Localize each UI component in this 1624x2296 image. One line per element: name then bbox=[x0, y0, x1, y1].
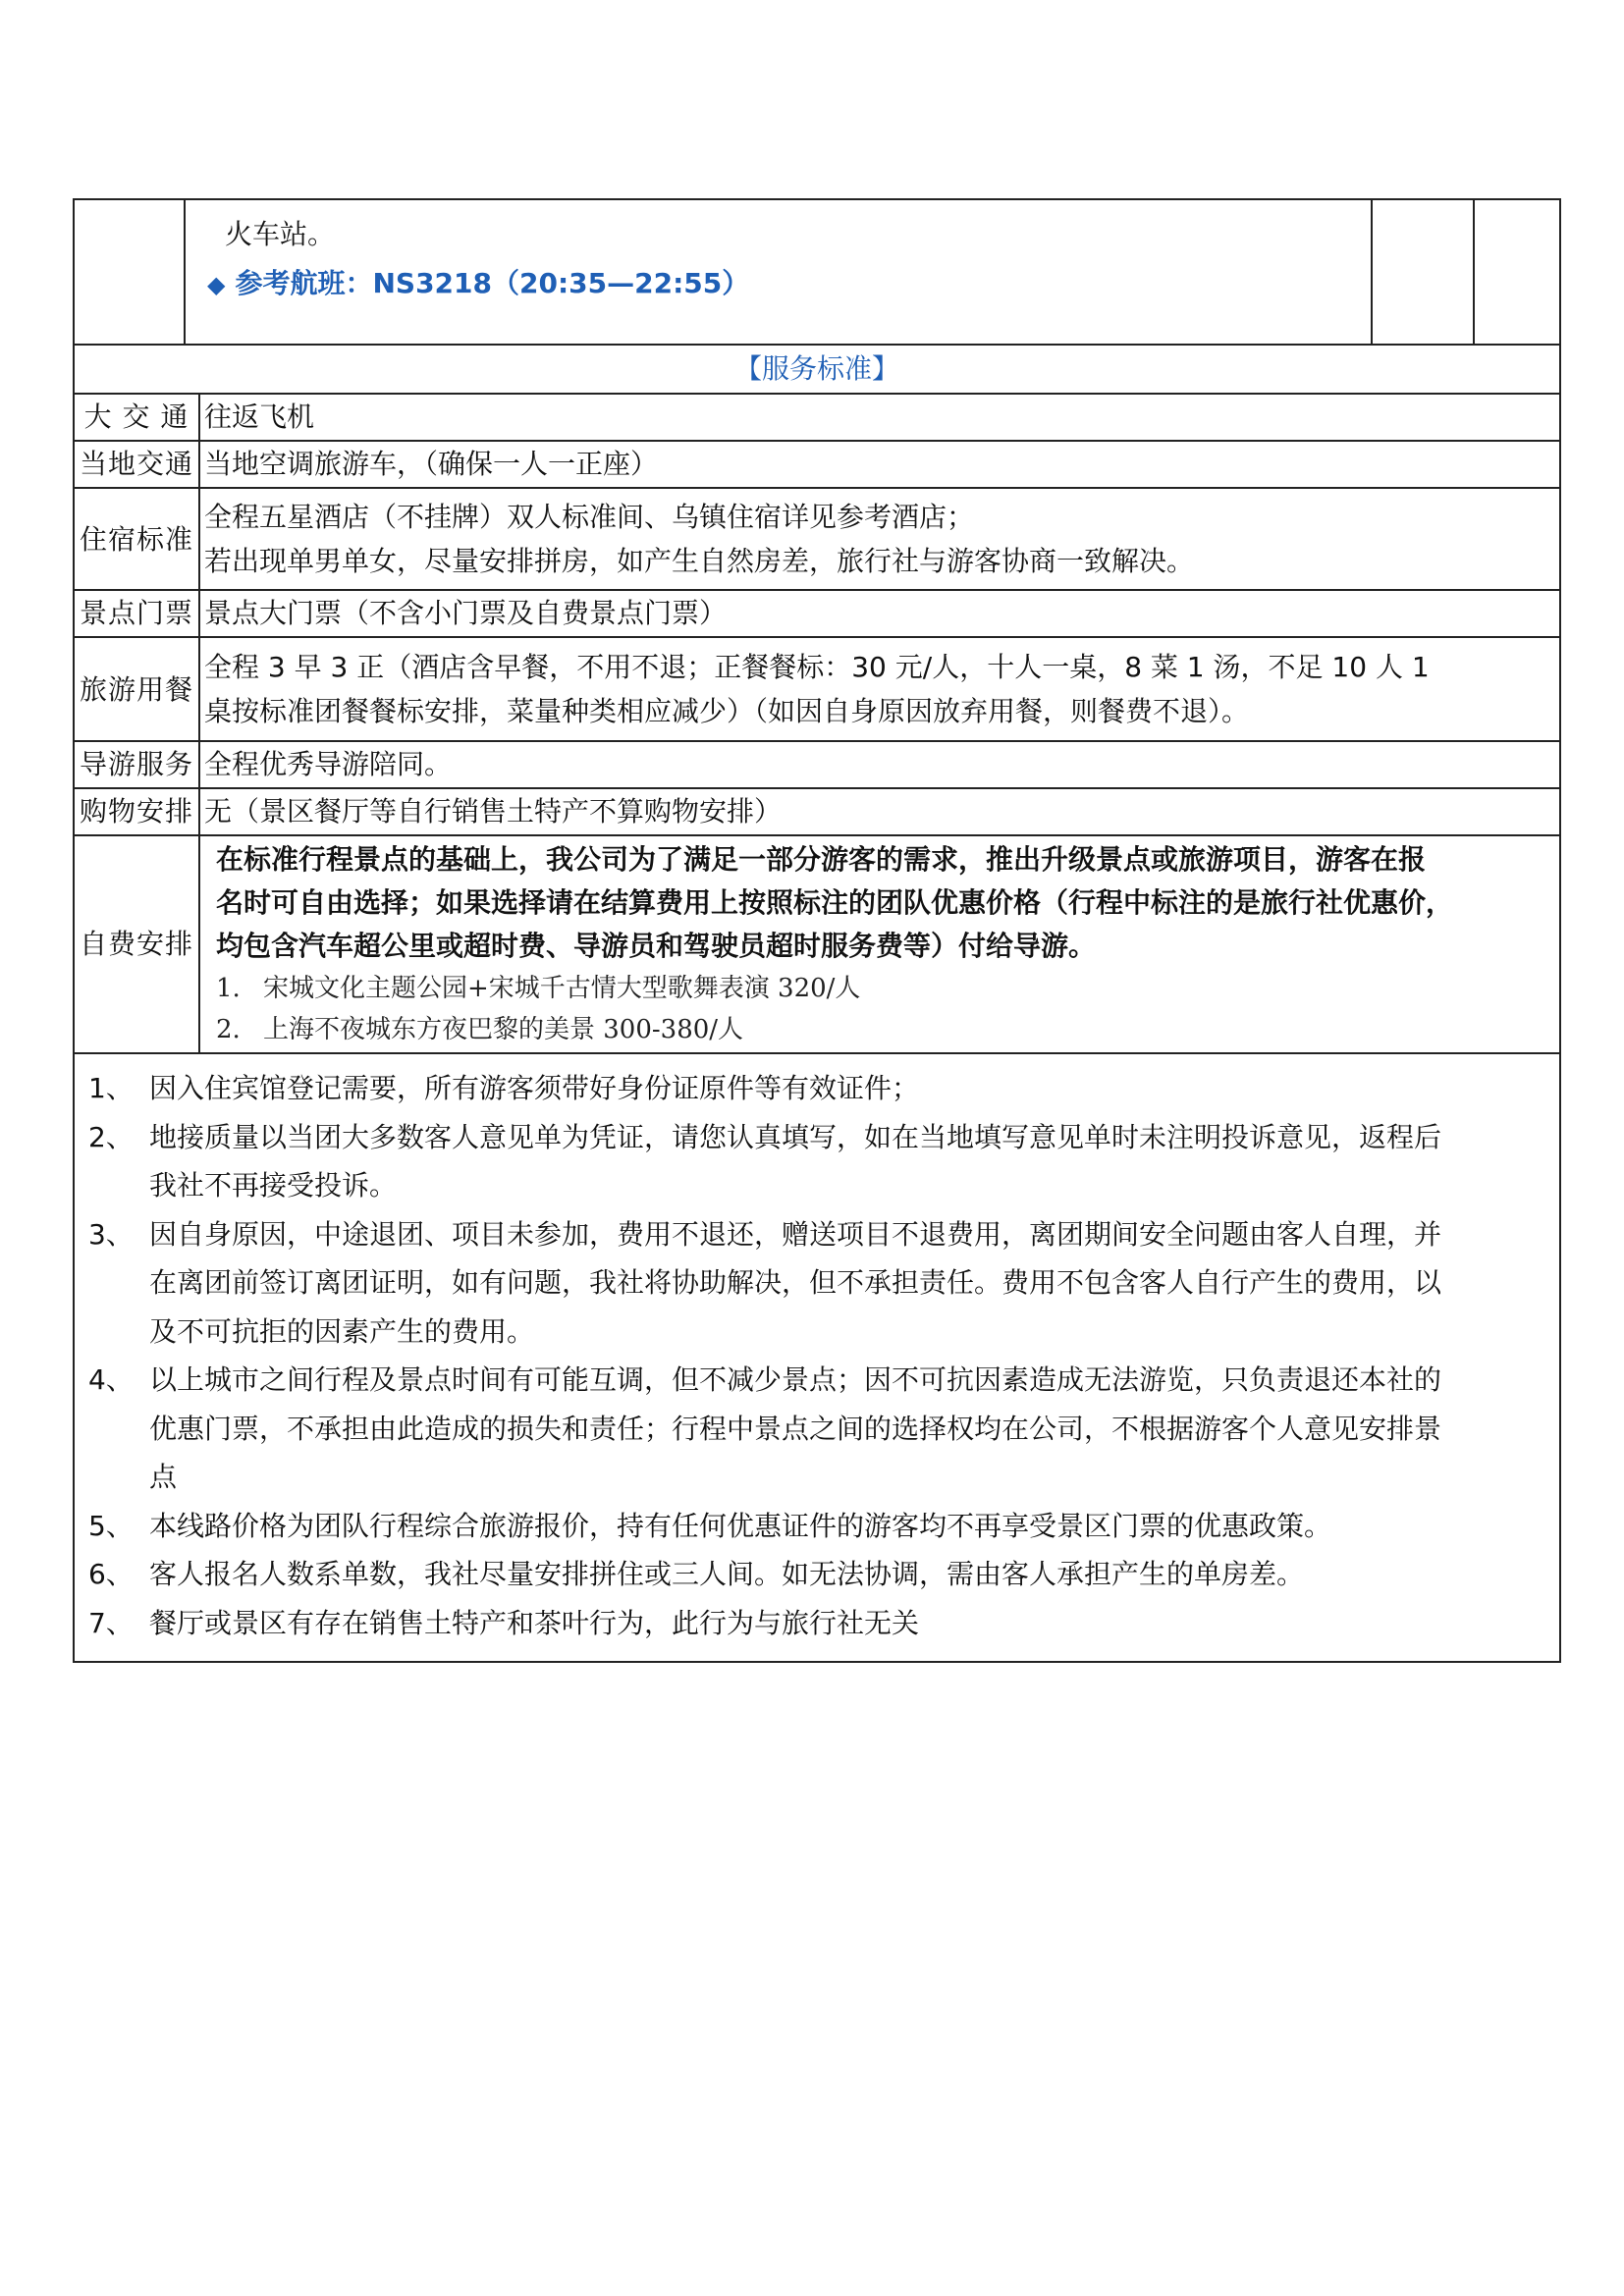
meal-cell bbox=[1372, 199, 1474, 345]
row-value bbox=[199, 488, 1560, 590]
note-line: 客人报名人数系单数，我社尽量安排拼住或三人间。如无法协调，需由客人承担产生的单房差。 bbox=[149, 1558, 1305, 1590]
note-item bbox=[88, 1113, 1547, 1210]
self-pay-intro-line: 在标准行程景点的基础上，我公司为了满足一部分游客的需求，推出升级景点或旅游项目，游客在报 bbox=[216, 843, 1427, 876]
row-local-transport bbox=[74, 441, 1560, 488]
note-number: 4、 bbox=[88, 1363, 134, 1396]
diamond-bullet-icon: ◆ bbox=[207, 271, 226, 298]
row-value: 当地空调旅游车，（确保一人一正座） bbox=[199, 441, 1560, 488]
notes-row bbox=[74, 1053, 1560, 1662]
row-label: 导游服务 bbox=[74, 741, 199, 788]
reference-flight bbox=[207, 259, 1355, 309]
row-value-line: 桌按标准团餐餐标安排，菜量种类相应减少）（如因自身原因放弃用餐，则餐费不退）。 bbox=[204, 695, 1250, 727]
note-number: 1、 bbox=[88, 1072, 134, 1104]
itinerary-table-top bbox=[73, 198, 1561, 346]
self-pay-content bbox=[199, 835, 1560, 1053]
note-item bbox=[88, 1356, 1547, 1502]
item-number: 1. bbox=[216, 974, 241, 1003]
day-cell bbox=[74, 199, 185, 345]
self-pay-item bbox=[200, 968, 1559, 1009]
hotel-cell bbox=[1474, 199, 1560, 345]
note-number: 2、 bbox=[88, 1120, 134, 1153]
service-standard-table bbox=[73, 344, 1561, 1663]
note-item bbox=[88, 1502, 1547, 1551]
itinerary-tail-row bbox=[74, 199, 1560, 345]
item-text: 上海不夜城东方夜巴黎的美景 300-380/人 bbox=[263, 1015, 744, 1044]
note-item bbox=[88, 1599, 1547, 1648]
row-self-pay bbox=[74, 835, 1560, 1053]
note-item bbox=[88, 1550, 1547, 1599]
row-label: 旅游用餐 bbox=[74, 637, 199, 741]
self-pay-item bbox=[200, 1009, 1559, 1050]
section-title: 【服务标准】 bbox=[74, 345, 1560, 394]
row-value: 无（景区餐厅等自行销售土特产不算购物安排） bbox=[199, 788, 1560, 835]
note-line: 以上城市之间行程及景点时间有可能互调，但不减少景点；因不可抗因素造成无法游览，只负责退还本社的 bbox=[149, 1363, 1442, 1396]
note-line: 及不可抗拒的因素产生的费用。 bbox=[149, 1314, 535, 1348]
self-pay-intro-line: 名时可自由选择；如果选择请在结算费用上按照标注的团队优惠价格（行程中标注的是旅行社优惠价， bbox=[216, 886, 1454, 919]
row-transport bbox=[74, 394, 1560, 441]
note-line: 地接质量以当团大多数客人意见单为凭证，请您认真填写，如在当地填写意见单时未注明投诉意见，返程后 bbox=[149, 1120, 1442, 1153]
row-label: 当地交通 bbox=[74, 441, 199, 488]
row-label: 景点门票 bbox=[74, 590, 199, 637]
note-line: 优惠门票，不承担由此造成的损失和责任；行程中景点之间的选择权均在公司，不根据游客个人意见安排景 bbox=[149, 1412, 1442, 1445]
row-value: 往返飞机 bbox=[199, 394, 1560, 441]
self-pay-intro-line: 均包含汽车超公里或超时费、导游员和驾驶员超时服务费等）付给导游。 bbox=[216, 930, 1097, 962]
item-text: 宋城文化主题公园+宋城千古情大型歌舞表演 320/人 bbox=[263, 974, 861, 1003]
itinerary-text-cell bbox=[185, 199, 1372, 345]
row-accommodation bbox=[74, 488, 1560, 590]
note-number: 7、 bbox=[88, 1606, 134, 1639]
note-number: 5、 bbox=[88, 1509, 134, 1542]
row-meals bbox=[74, 637, 1560, 741]
note-line: 我社不再接受投诉。 bbox=[149, 1169, 398, 1201]
row-value bbox=[199, 637, 1560, 741]
item-number: 2. bbox=[216, 1015, 241, 1044]
row-value: 全程优秀导游陪同。 bbox=[199, 741, 1560, 788]
itinerary-sheet bbox=[73, 198, 1561, 1663]
self-pay-intro bbox=[200, 838, 1559, 968]
row-shopping bbox=[74, 788, 1560, 835]
row-guide bbox=[74, 741, 1560, 788]
row-value: 景点大门票（不含小门票及自费景点门票） bbox=[199, 590, 1560, 637]
row-value-line: 若出现单男单女，尽量安排拼房，如产生自然房差，旅行社与游客协商一致解决。 bbox=[204, 545, 1195, 577]
row-label: 自费安排 bbox=[74, 835, 199, 1053]
row-tickets bbox=[74, 590, 1560, 637]
row-label: 住宿标准 bbox=[74, 488, 199, 590]
note-line: 点 bbox=[149, 1461, 178, 1493]
row-value-line: 全程 3 早 3 正（酒店含早餐，不用不退；正餐餐标：30 元/人，十人一桌，8 菜 1 汤，不足 10 人 1 bbox=[204, 651, 1430, 683]
row-label: 购物安排 bbox=[74, 788, 199, 835]
note-line: 餐厅或景区有存在销售土特产和茶叶行为，此行为与旅行社无关 bbox=[149, 1606, 920, 1639]
note-line: 因自身原因，中途退团、项目未参加，费用不退还，赠送项目不退费用，离团期间安全问题由客人自理，并 bbox=[149, 1217, 1442, 1251]
note-item bbox=[88, 1210, 1547, 1357]
note-line: 因入住宾馆登记需要，所有游客须带好身份证原件等有效证件； bbox=[149, 1072, 920, 1104]
notes-cell bbox=[74, 1053, 1560, 1662]
note-number: 6、 bbox=[88, 1558, 134, 1590]
note-number: 3、 bbox=[88, 1217, 134, 1251]
row-value-line: 全程五星酒店（不挂牌）双人标准间、乌镇住宿详见参考酒店； bbox=[204, 501, 975, 533]
reference-flight-text: 参考航班：NS3218（20:35—22:55） bbox=[235, 267, 750, 299]
row-label: 大 交 通 bbox=[74, 394, 199, 441]
itinerary-text: 火车站。 bbox=[225, 218, 336, 250]
note-line: 本线路价格为团队行程综合旅游报价，持有任何优惠证件的游客均不再享受景区门票的优惠政策。 bbox=[149, 1509, 1332, 1542]
note-line: 在离团前签订离团证明，如有问题，我社将协助解决，但不承担责任。费用不包含客人自行产生的费用，以 bbox=[149, 1266, 1442, 1299]
note-item bbox=[88, 1064, 1547, 1113]
